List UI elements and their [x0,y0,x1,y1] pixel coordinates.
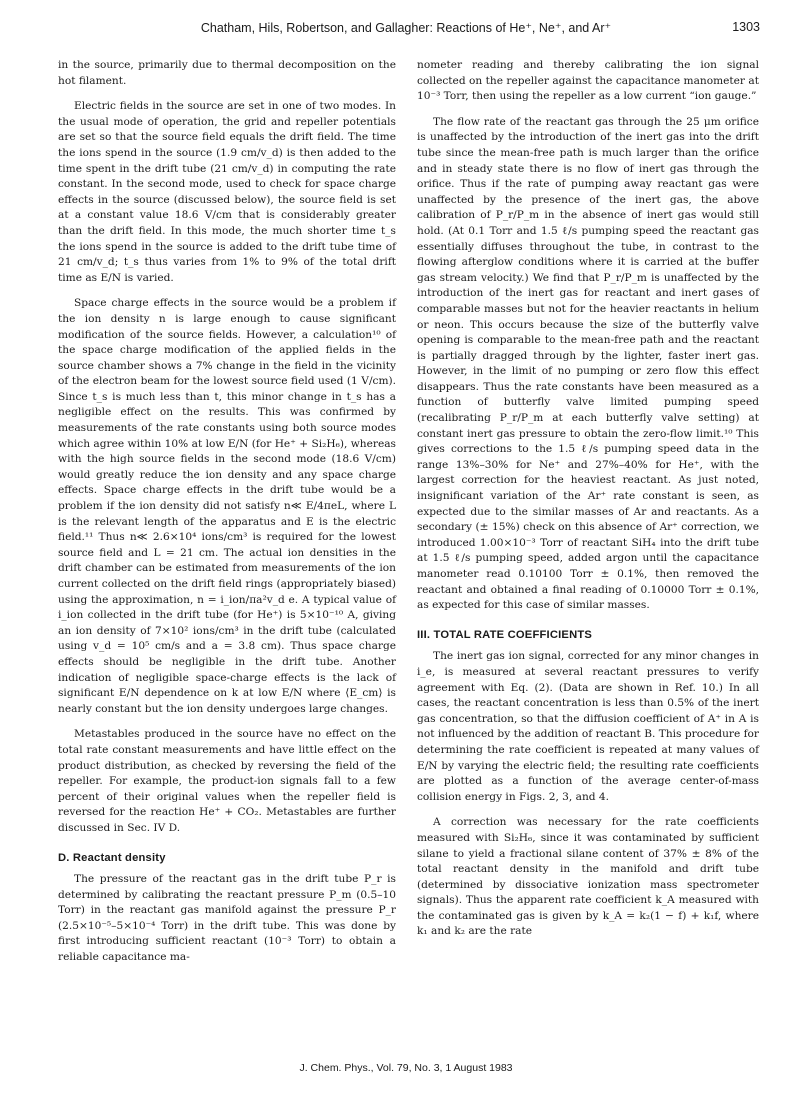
journal-citation-footer: J. Chem. Phys., Vol. 79, No. 3, 1 August 1983 [299,1062,513,1074]
right-paragraph-1: nometer reading and thereby calibrating the ion signal collected on the repeller against the capacitance manometer at 10⁻³ Torr, then using the repeller as a low current “ion gauge.” [417,59,759,103]
running-head: Chatham, Hils, Robertson, and Gallagher: Reactions of He⁺, Ne⁺, and Ar⁺ [200,21,612,35]
left-paragraph-2: Electric fields in the source are set in one of two modes. In the usual mode of operation, the grid and repeller potentials are set so that the source field equals the drift field. The time the ions spend in the source (1.9 cm/v_d) is then added to the time spent in the drift tube (21 cm/v_d) in computing the rate constant. In the second mode, used to check for space charge effects in the source (discussed below), the source field is set at a constant value 18.6 V/cm that is considerably greater than the drift field. In this mode, the much shorter time t_s the ions spend in the source is added to the drift tube time of 21 cm/v_d; t_s thus varies from 1% to 9% of the total drift time as E/N is varied. [58,100,396,284]
page-header [0,20,812,40]
left-paragraph-3: Space charge effects in the source would be a problem if the ion density n is large enough to cause significant modification of the source fields. However, a calculation¹⁰ of the space charge modification of the applied fields in the source chamber shows a 7% change in the field in the vicinity of the electron beam for the lowest source field used (1 V/cm). Since t_s is much less than t, this minor change in t_s has a negligible effect on the results. This was confirmed by measurements of the rate constants using both source modes which agree within 10% at low E/N (for He⁺ + Si₂H₆), whereas with the high source fields in the second mode (18.6 V/cm) would greatly reduce the ion density and any space charge effects. Space charge effects in the drift tube would be a problem if the ion density did not satisfy n≪ E/4πeL, where L is the relevant length of the apparatus and E is the electric field.¹¹ Thus n≪ 2.6×10⁴ ions/cm³ is required for the lowest source field and L = 21 cm. The actual ion densities in the drift chamber can be estimated from measurements of the ion current collected on the drift field rings (appropriately biased) using the approximation, n = i_ion/πa²v_d e. A typical value of i_ion collected in the drift tube (for He⁺) is 5×10⁻¹⁰ A, giving an ion density of 7×10² ions/cm³ in the drift tube (calculated using v_d = 10⁵ cm/s and a = 3.8 cm). Thus space charge effects should be negligible in the drift tube. Another indication of negligible space-charge effects is the lack of significant E/N dependence on k at low E/N where ⟨E_cm⟩ is nearly constant but the ion density undergoes large changes. [58,297,396,715]
right-paragraph-2: The flow rate of the reactant gas through the 25 μm orifice is unaffected by the introduction of the inert gas into the drift tube since the mean-free path is much larger than the orifice and in steady state there is no flow of inert gas through the orifice. Thus if the rate of pumping away reactant gas were unaffected by the presence of the inert gas, the above calibration of P_r/P_m in the absence of inert gas would still hold. (At 0.1 Torr and 1.5 ℓ/s pumping speed the reactant gas essentially diffuses throughout the tube, in contrast to the flowing afterglow conditions where it is carried at the buffer gas stream velocity.) We find that P_r/P_m is unaffected by the introduction of the inert gas for reactant and inert gases of comparable masses but not for the heavier reactants in helium or neon. This occurs because the size of the butterfly valve opening is comparable to the mean-free path and the reactant is partially dragged through by the lighter, faster inert gas. However, in the limit of no pumping or zero flow this effect disappears. Thus the rate constants have been measured as a function of butterfly valve limited pumping speed (recalibrating P_r/P_m at each butterfly valve setting) at constant inert gas pressure to obtain the zero-flow limit.¹⁰ This gives corrections to the 1.5 ℓ/s pumping speed data in the range 13%–30% for Ne⁺ and 27%–40% for He⁺, with the largest correction for the heaviest reactant. As just noted, insignificant variation of the Ar⁺ rate constant is seen, as expected due to the similar masses of Ar and reactants. As a secondary (± 15%) check on this absence of Ar⁺ correction, we introduced 1.00×10⁻³ Torr of reactant SiH₄ into the drift tube at 1.5 ℓ/s pumping speed, added argon until the capacitance manometer read 0.10100 Torr ± 0.1%, then removed the reactant and obtained a final reading of 0.10000 Torr ± 0.1%, as expected for this case of similar masses. [417,115,759,612]
left-paragraph-4: Metastables produced in the source have no effect on the total rate constant measurements and have little effect on the product distribution, as checked by reversing the field of the repeller. For example, the product-ion signals fall to a few percent of their original values when the repeller field is reversed for the reaction He⁺ + CO₂. Metastables are further discussed in Sec. IV D. [58,728,396,834]
left-column [58,58,396,976]
left-paragraph-5: The pressure of the reactant gas in the drift tube P_r is determined by calibrating the reactant pressure P_m (0.5–10 Torr) in the reactant gas manifold against the pressure P_r (2.5×10⁻⁵–5×10⁻⁴ Torr) in the drift tube. This was done by first introducing sufficient reactant (10⁻³ Torr) to obtain a reliable capacitance ma- [58,873,396,964]
section-heading-reactant-density: D. Reactant density [58,851,166,864]
page-number: 1303 [732,20,760,34]
section-heading-total-rate-coefficients: III. TOTAL RATE COEFFICIENTS [417,628,593,641]
right-column [417,58,759,950]
right-paragraph-3: The inert gas ion signal, corrected for any minor changes in i_e, is measured at several reactant pressures to verify agreement with Eq. (2). (Data are shown in Ref. 10.) In all cases, the reactant concentration is less than 0.5% of the inert gas concentration, so that the diffusion coefficient of A⁺ in A is not influenced by the addition of reactant B. This procedure for determining the rate coefficient is repeated at many values of E/N by varying the electric field; the resulting rate coefficients are plotted as a function of the average center-of-mass collision energy in Figs. 2, 3, and 4. [417,650,759,803]
left-paragraph-1: in the source, primarily due to thermal decomposition on the hot filament. [58,59,396,87]
right-paragraph-4: A correction was necessary for the rate coefficients measured with Si₂H₆, since it was contaminated by sufficient silane to yield a fractional silane content of 37% ± 8% of the total reactant density in the manifold and drift tube (determined by dissociative ionization mass spectrometer signals). Thus the apparent rate coefficient k_A measured with the contaminated gas is given by k_A = k₂(1 − f) + k₁f, where k₁ and k₂ are the rate [417,816,759,938]
